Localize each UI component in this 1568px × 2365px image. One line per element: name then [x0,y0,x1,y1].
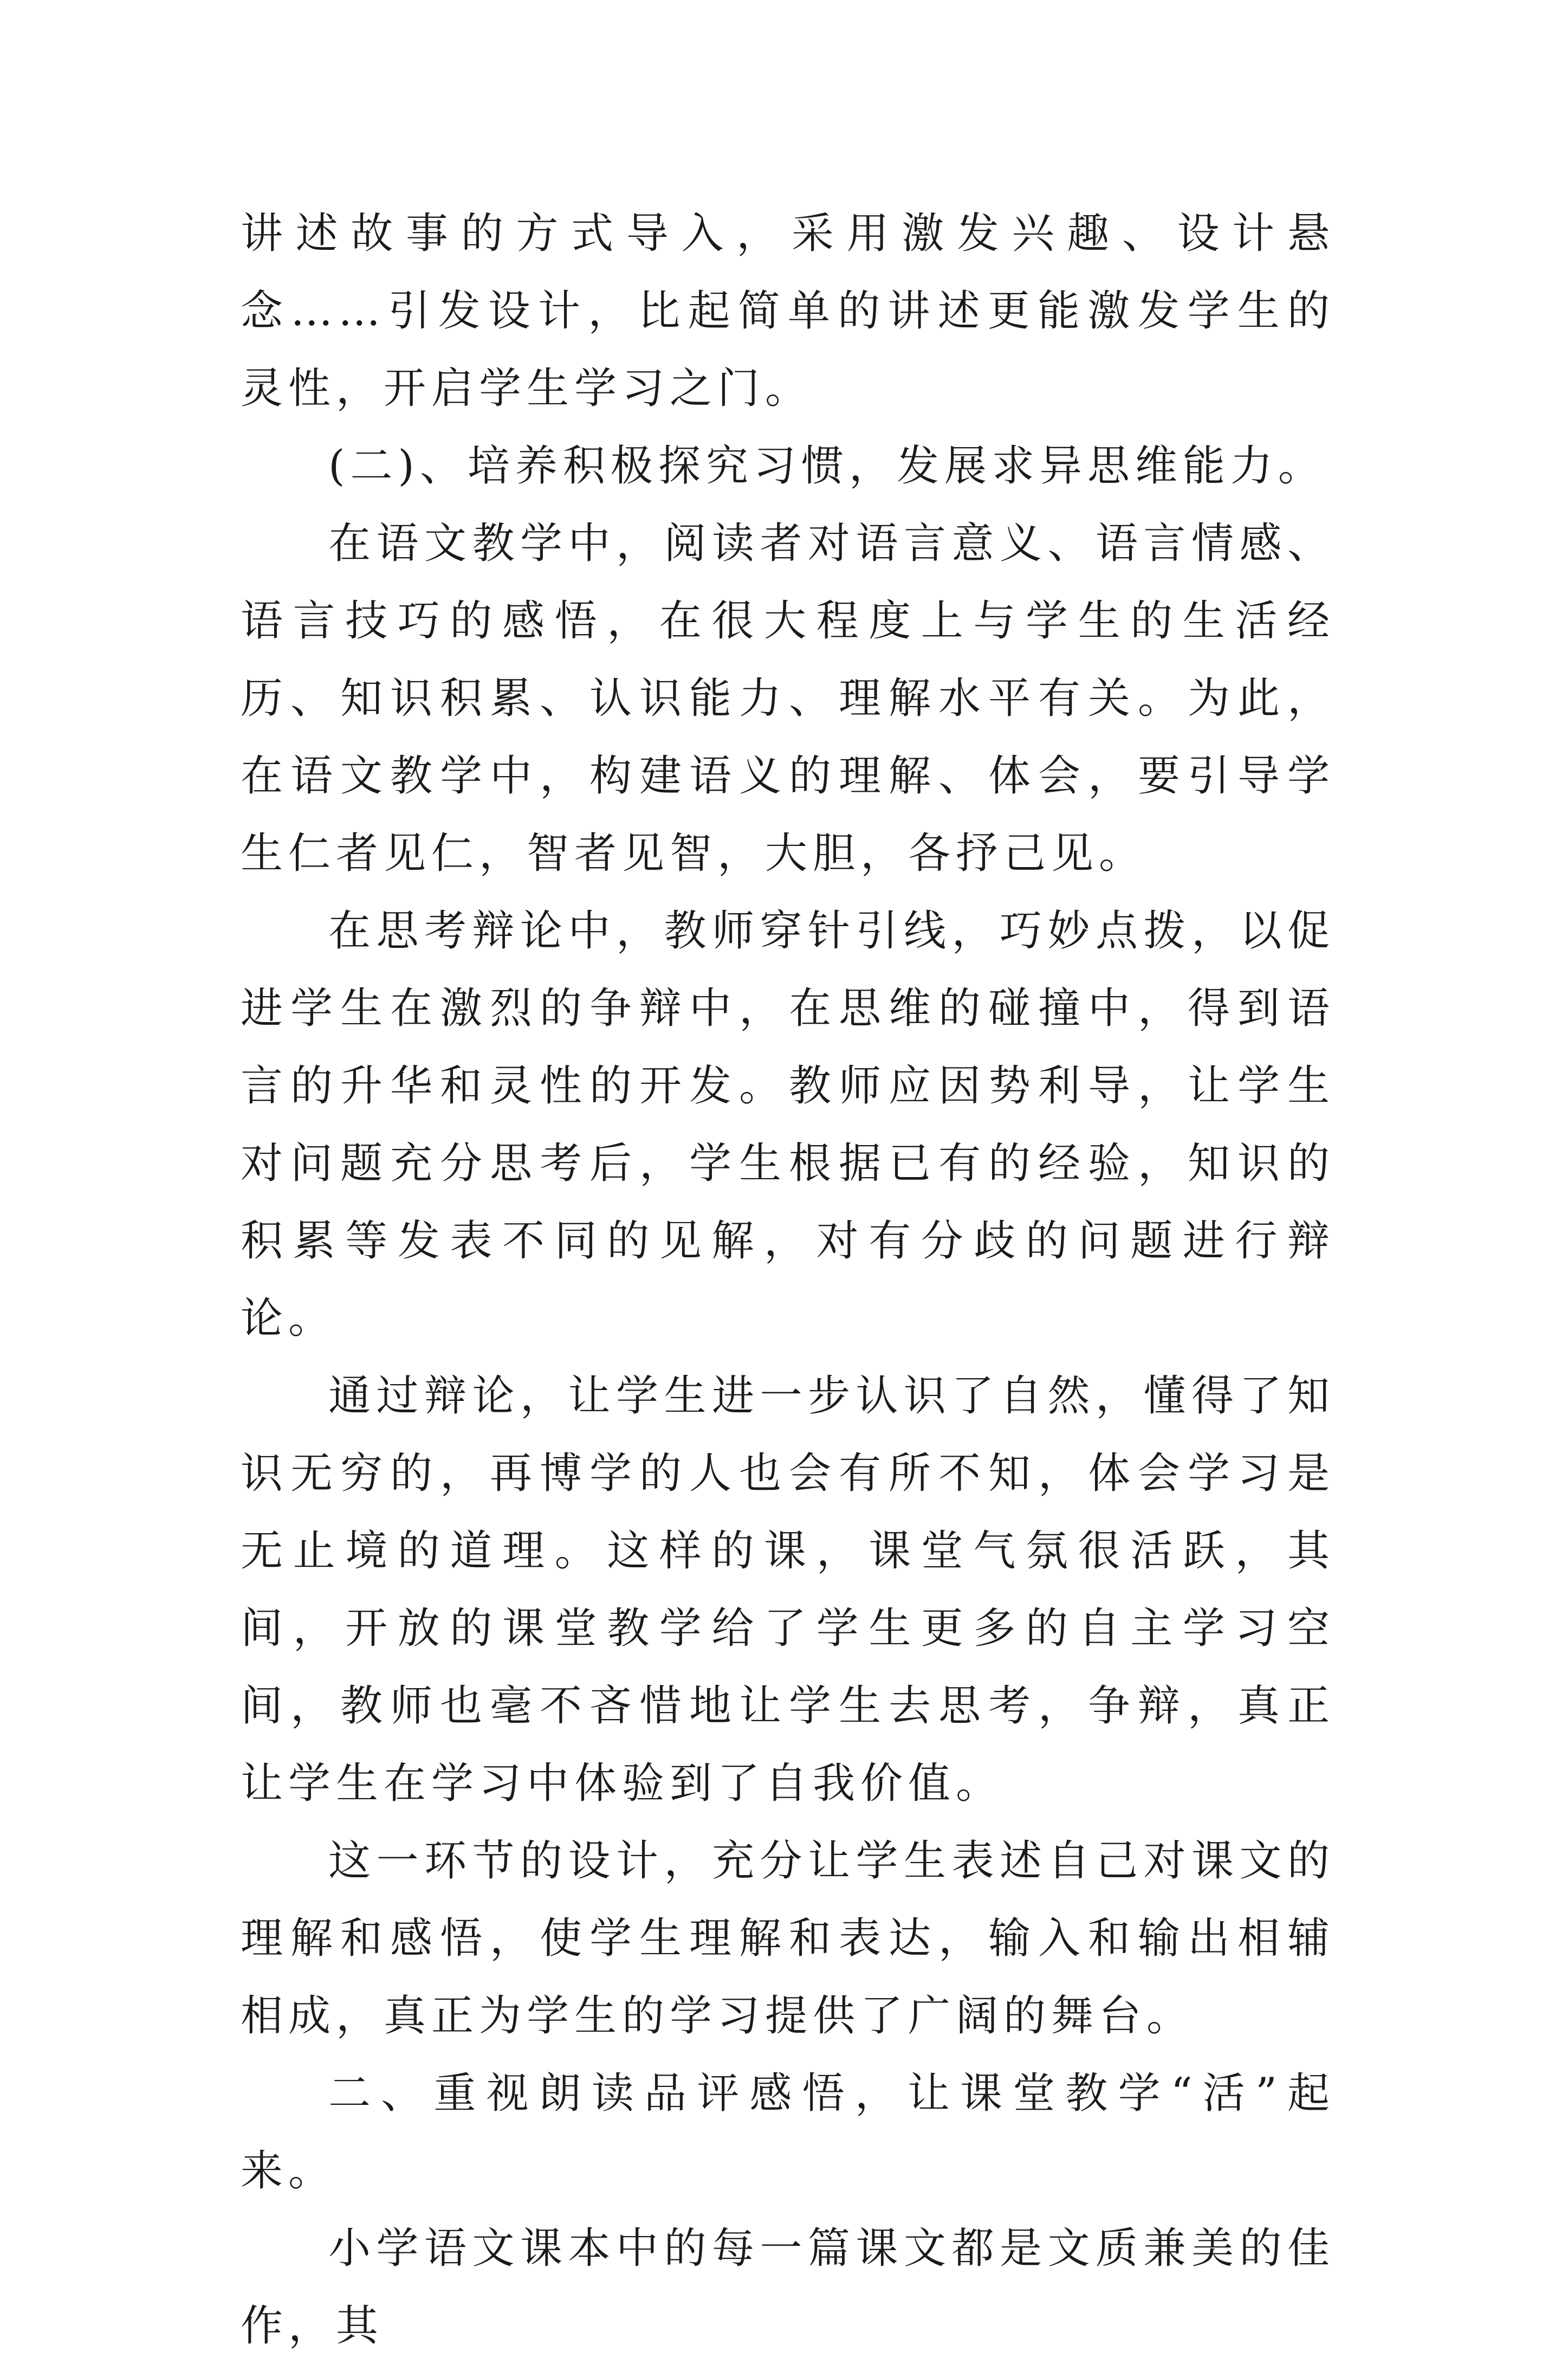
section-heading-reading: 二、重视朗读品评感悟，让课堂教学“活”起来。 [241,2069,1335,2195]
paragraph-textbook-intro: 小学语文课本中的每一篇课文都是文质兼美的佳作，其 [241,2224,1335,2350]
paragraph-reading-perception: 在语文教学中，阅读者对语言意义、语言情感、语言技巧的感悟，在很大程度上与学生的生活经历、知识积累、认识能力、理解水平有关。为此，在语文教学中，构建语义的理解、体会，要引导学生仁者见仁，智者见智，大胆，各抒己见。 [241,519,1335,878]
paragraph-debate-outcome: 通过辩论，让学生进一步认识了自然，懂得了知识无穷的，再博学的人也会有所不知，体会学习是无止境的道理。这样的课，课堂气氛很活跃，其间，开放的课堂教学给了学生更多的自主学习空间，教师也毫不吝惜地让学生去思考，争辩，真正让学生在学习中体验到了自我价值。 [241,1372,1335,1808]
paragraph-debate-guidance: 在思考辩论中，教师穿针引线，巧妙点拨，以促进学生在激烈的争辩中，在思维的碰撞中，得到语言的升华和灵性的开发。教师应因势利导，让学生对问题充分思考后，学生根据已有的经验，知识的积累等发表不同的见解，对有分歧的问题进行辩论。 [241,907,1335,1343]
section-heading-2: (二)、培养积极探究习惯，发展求异思维能力。 [328,442,1326,490]
document-body [241,195,1335,2365]
paragraph-intro-continuation: 讲述故事的方式导入，采用激发兴趣、设计悬念……引发设计，比起简单的讲述更能激发学生的灵性，开启学生学习之门。 [241,209,1335,413]
paragraph-design-summary: 这一环节的设计，充分让学生表述自己对课文的理解和感悟，使学生理解和表达，输入和输出相辅相成，真正为学生的学习提供了广阔的舞台。 [241,1837,1335,2040]
